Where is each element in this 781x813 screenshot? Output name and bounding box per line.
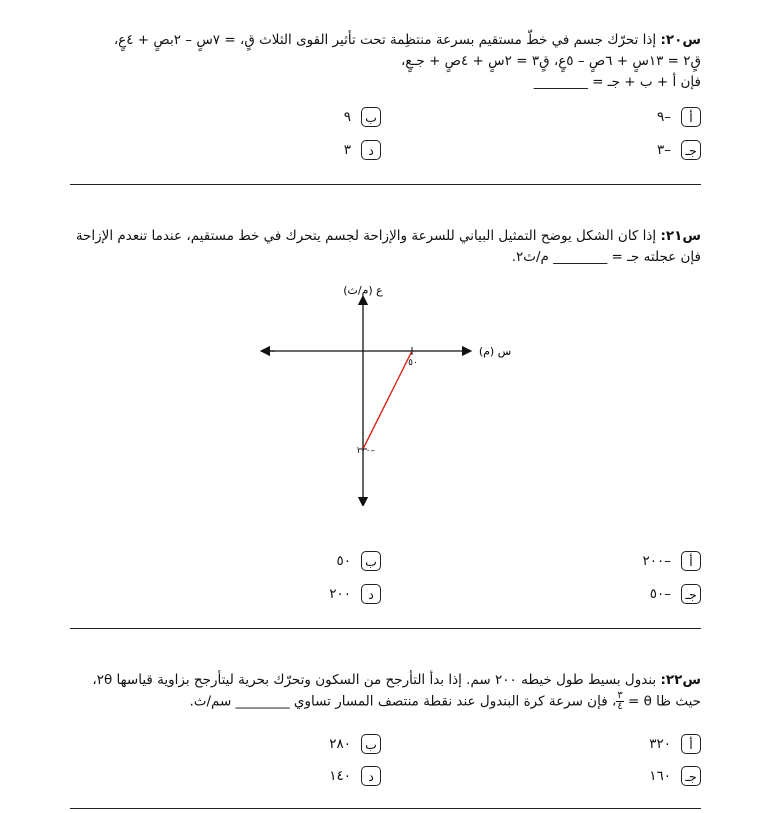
option-value: ١٦٠	[649, 768, 671, 784]
q21-label: س٢١:	[660, 228, 701, 244]
q21-option-c[interactable]	[650, 584, 701, 604]
q21-option-a[interactable]	[642, 551, 701, 571]
x-axis-label: س (م)	[478, 345, 512, 358]
q21-line1: س٢١: إذا كان الشكل يوضح التمثيل البياني للسرعة والإزاحة لجسم يتحرك في خط مستقيم، عندما تنعدم الإزاحة	[75, 228, 701, 244]
option-letter: جـ	[681, 584, 701, 604]
option-letter: أ	[681, 551, 701, 571]
option-letter: د	[361, 584, 381, 604]
q21-line2: فإن عجلته جـ = ________ م/ث٢.	[511, 249, 701, 265]
option-value: ٩	[343, 109, 351, 125]
option-value: ١٤٠	[329, 768, 351, 784]
q20-option-c[interactable]	[657, 140, 701, 160]
y-axis-label: ع (م/ث)	[343, 284, 383, 297]
x-tick-label: ٥٠	[408, 358, 418, 368]
option-value: ٣	[343, 142, 351, 158]
q20-line3: فإن أ + ب + جـ = ________	[533, 74, 701, 90]
divider	[70, 628, 701, 629]
option-letter: د	[361, 766, 381, 786]
option-letter: جـ	[681, 140, 701, 160]
option-value: –٩	[656, 109, 671, 125]
option-letter: د	[361, 140, 381, 160]
velocity-displacement-graph	[255, 278, 515, 506]
q22-option-d[interactable]	[329, 766, 381, 786]
question-21	[70, 226, 701, 268]
q20-line1: س٢٠: إذا تحرّك جسم في خطّ مستقيم بسرعة منتظِمة تحت تأثير القوى الثلاث قٍ، = ٧سٍ – ٢بصٍ + ٤عٍ،	[113, 32, 701, 48]
option-value: ٣٢٠	[649, 736, 671, 752]
fraction: $\frac{٣}{٤}$	[617, 690, 623, 712]
q21-option-b[interactable]	[336, 551, 381, 571]
q20-option-b[interactable]	[344, 107, 381, 127]
option-letter: أ	[681, 734, 701, 754]
q22-line2: حيث ظا θ = $\frac{٣}{٤}$ ، فإن سرعة كرة البندول عند نقطة منتصف المسار تساوي ________ سم/ث.	[189, 690, 701, 712]
option-value: ٢٨٠	[329, 736, 351, 752]
option-value: –٣	[656, 142, 671, 158]
q22-option-c[interactable]	[649, 766, 701, 786]
option-letter: ب	[361, 551, 381, 571]
option-value: ٢٠٠	[329, 586, 351, 602]
q20-line2: قٍ٢ = ١٣سٍ + ٦صٍ – ٥عٍ، قٍ٣ = ٢سٍ + ٤صٍ + جـعٍ،	[400, 53, 701, 69]
option-letter: ب	[361, 734, 381, 754]
option-value: –٥٠	[649, 586, 671, 602]
option-letter: أ	[681, 107, 701, 127]
divider	[70, 808, 701, 809]
y-tick-label: –١٠٠	[356, 446, 376, 456]
q20-option-d[interactable]	[344, 140, 381, 160]
divider	[70, 184, 701, 185]
q22-option-a[interactable]	[649, 734, 701, 754]
q22-line1: س٢٢: بندول بسيط طول خيطه ٢٠٠ سم. إذا بدأ التأرجح من السكون وتحرّك بحرية ليتأرجح بزاوية قياسها ٢θ،	[92, 672, 701, 688]
option-value: ٥٠	[336, 553, 351, 569]
question-22	[70, 670, 701, 713]
option-letter: جـ	[681, 766, 701, 786]
option-value: –٢٠٠	[642, 553, 671, 569]
velocity-line	[363, 351, 412, 449]
q21-option-d[interactable]	[329, 584, 381, 604]
question-20	[70, 30, 701, 93]
q22-label: س٢٢:	[660, 672, 701, 688]
q22-option-b[interactable]	[329, 734, 381, 754]
option-letter: ب	[361, 107, 381, 127]
q20-label: س٢٠:	[660, 32, 701, 48]
q20-option-a[interactable]	[657, 107, 701, 127]
